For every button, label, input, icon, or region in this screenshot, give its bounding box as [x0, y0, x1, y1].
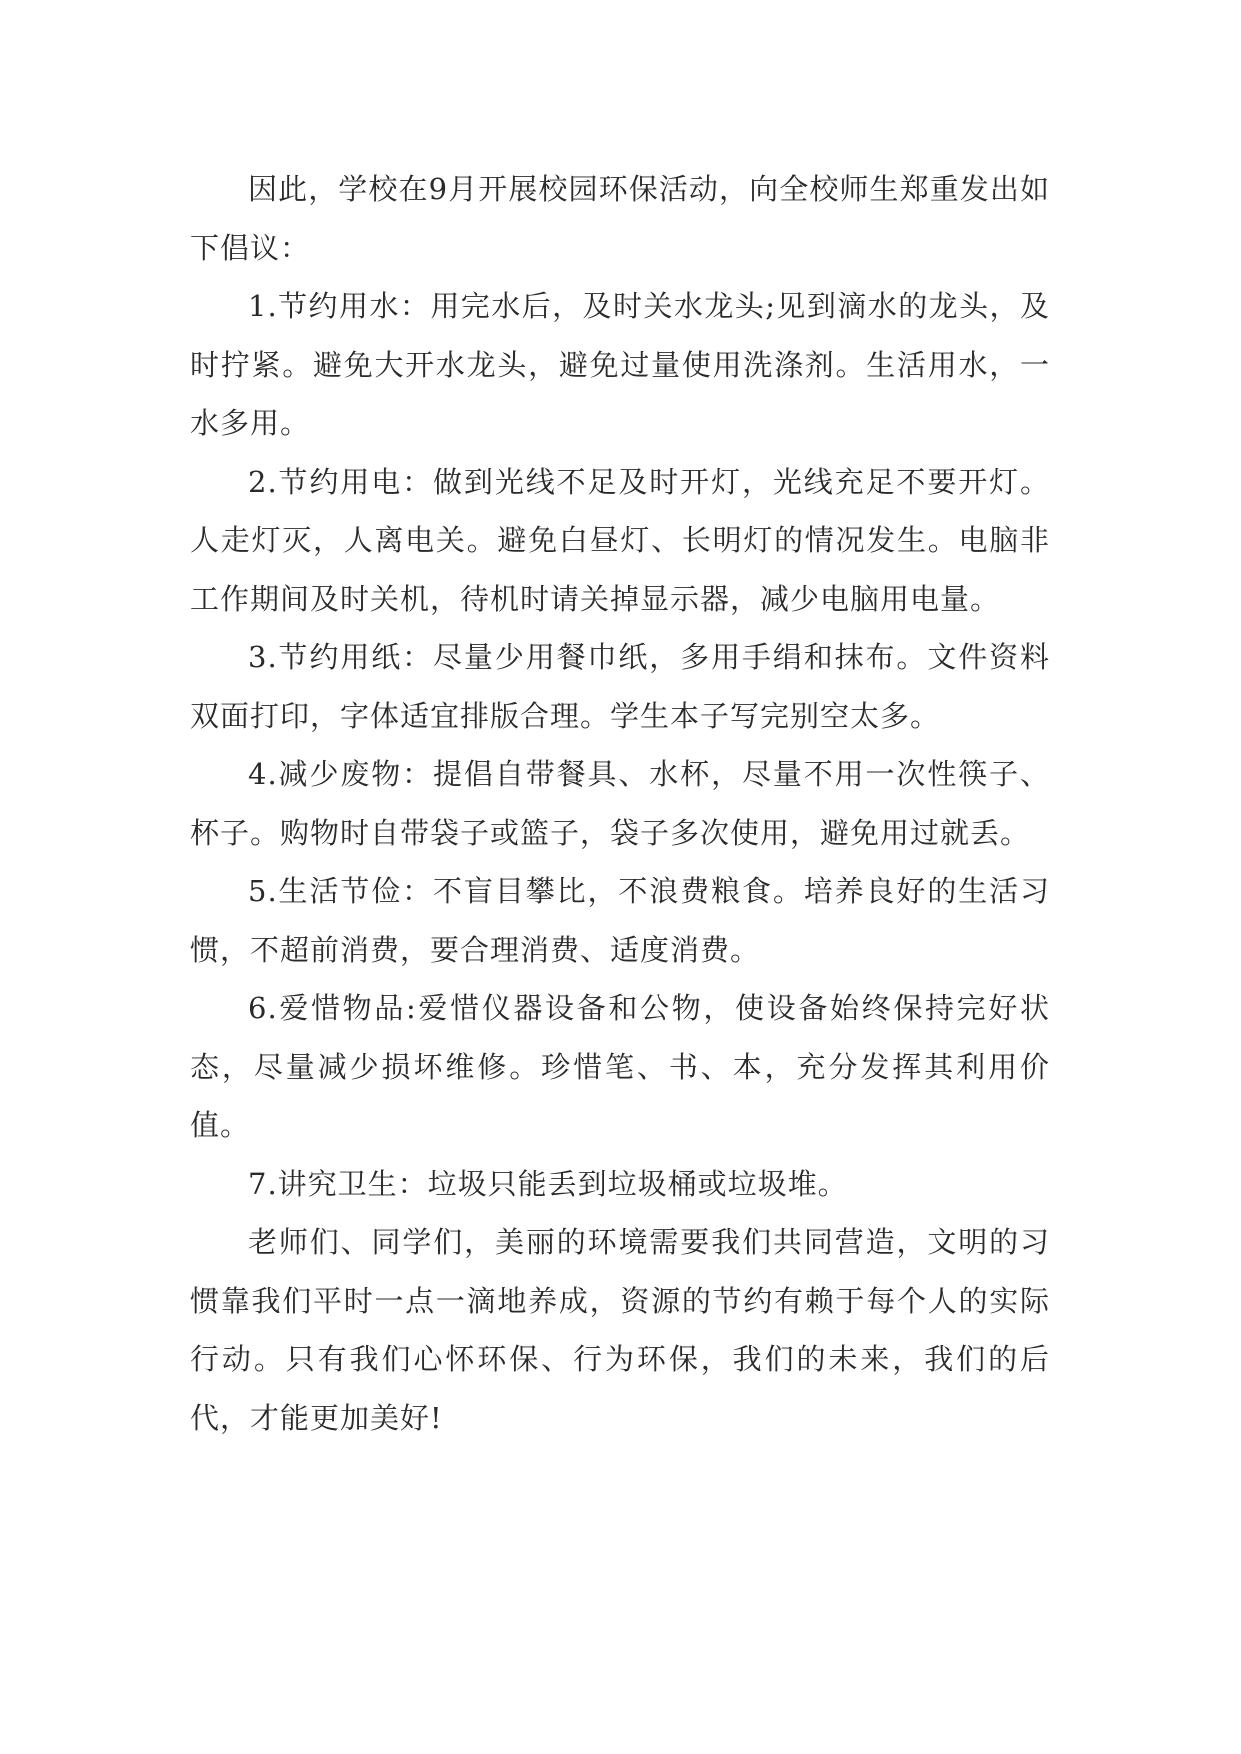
item-cherish-items: 6.爱惜物品:爱惜仪器设备和公物，使设备始终保持完好状态，尽量减少损坏维修。珍惜笔、书、本，充分发挥其利用价值。 — [190, 991, 1050, 1142]
intro-paragraph: 因此，学校在9月开展校园环保活动，向全校师生郑重发出如下倡议： — [190, 172, 1050, 265]
item-save-electricity: 2.节约用电：做到光线不足及时开灯，光线充足不要开灯。人走灯灭，人离电关。避免白昼灯、长明灯的情况发生。电脑非工作期间及时关机，待机时请关掉显示器，减少电脑用电量。 — [190, 464, 1050, 616]
item-save-water: 1.节约用水：用完水后，及时关水龙头;见到滴水的龙头，及时拧紧。避免大开水龙头，避免过量使用洗涤剂。生活用水，一水多用。 — [190, 289, 1050, 440]
item-hygiene: 7.讲究卫生：垃圾只能丢到垃圾桶或垃圾堆。 — [248, 1166, 848, 1201]
item-reduce-waste: 4.减少废物：提倡自带餐具、水杯，尽量不用一次性筷子、杯子。购物时自带袋子或篮子，袋子多次使用，避免用过就丢。 — [190, 757, 1050, 850]
closing-paragraph: 老师们、同学们，美丽的环境需要我们共同营造，文明的习惯靠我们平时一点一滴地养成，资源的节约有赖于每个人的实际行动。只有我们心怀环保、行为环保，我们的未来，我们的后代，才能更加美好! — [190, 1225, 1050, 1435]
item-save-paper: 3.节约用纸：尽量少用餐巾纸，多用手绢和抹布。文件资料双面打印，字体适宜排版合理。学生本子写完别空太多。 — [190, 640, 1050, 733]
document-body — [190, 160, 1050, 1447]
item-frugal-living: 5.生活节俭：不盲目攀比，不浪费粮食。培养良好的生活习惯，不超前消费，要合理消费、适度消费。 — [190, 874, 1050, 967]
